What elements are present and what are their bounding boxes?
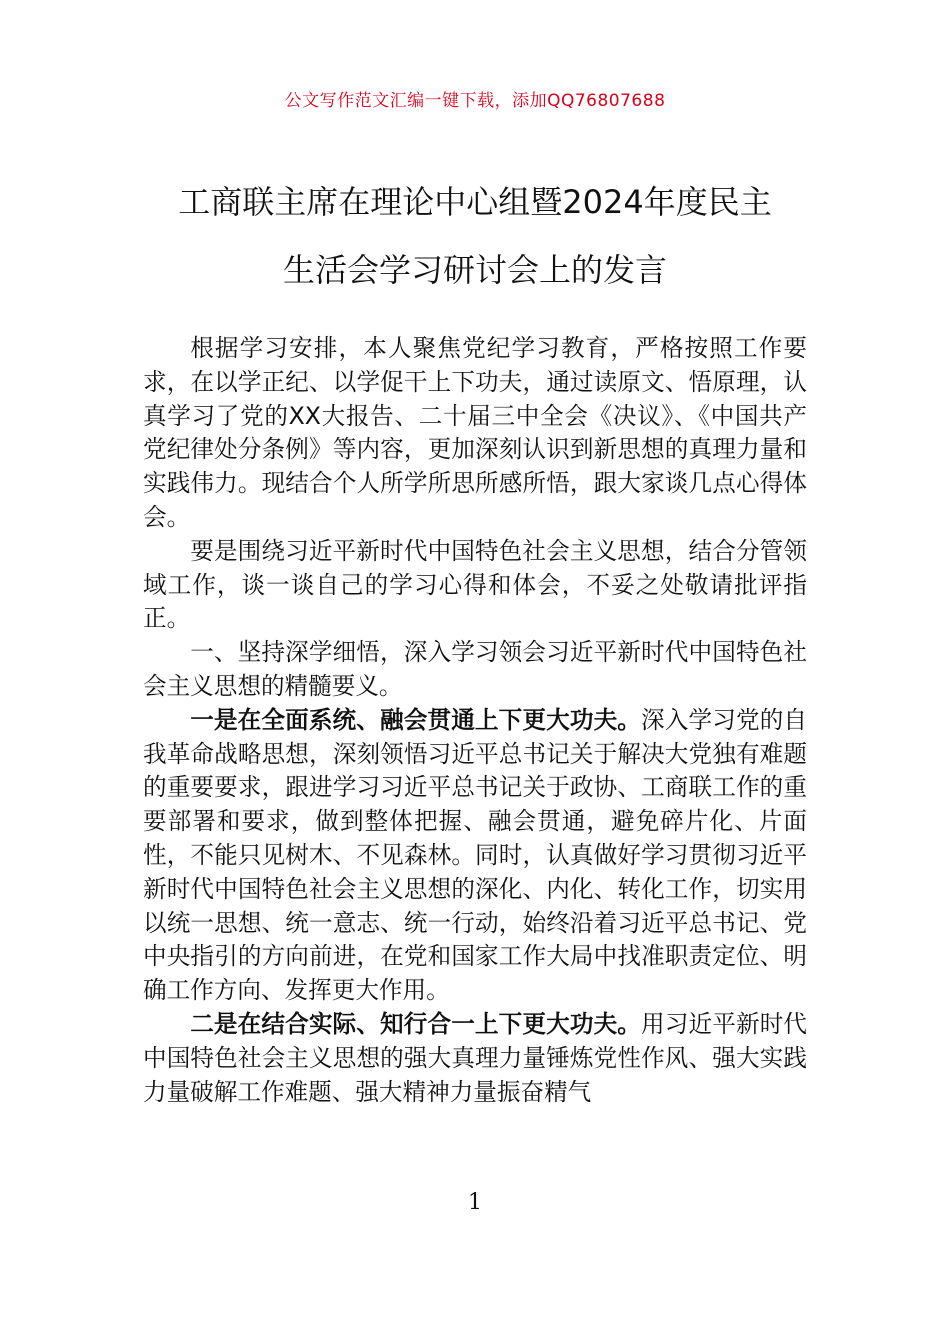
title-line-1: 工商联主席在理论中心组暨2024年度民主: [178, 183, 772, 221]
paragraph-intro: 根据学习安排，本人聚焦党纪学习教育，严格按照工作要求，在以学正纪、以学促干上下功夫，通过读原文、悟原理，认真学习了党的XX大报告、二十届三中全会《决议》、《中国共产党纪律处分条例》等内容，更加深刻认识到新思想的真理力量和实践伟力。现结合个人所学所思所感所悟，跟大家谈几点心得体会。: [143, 334, 807, 531]
paragraph-purpose: 要是围绕习近平新时代中国特色社会主义思想，结合分管领域工作，谈一谈自己的学习心得和体会，不妥之处敬请批评指正。: [143, 536, 807, 633]
point-1-lead: 一是在全面系统、融会贯通上下更大功夫。: [190, 705, 642, 734]
paragraph-point-1: [143, 704, 807, 1008]
document-title: [120, 168, 830, 304]
download-notice: 公文写作范文汇编一键下载，添加QQ76807688: [284, 91, 666, 111]
title-line-2: 生活会学习研讨会上的发言: [282, 251, 667, 289]
document-body: [143, 332, 807, 1109]
point-2-lead: 二是在结合实际、知行合一上下更大功夫。: [190, 1009, 642, 1038]
point-1-body: 深入学习党的自我革命战略思想，深刻领悟习近平总书记关于解决大党独有难题的重要要求，跟进学习习近平总书记关于政协、工商联工作的重要部署和要求，做到整体把握、融会贯通，避免碎片化、片面性，不能只见树木、不见森林。同时，认真做好学习贯彻习近平新时代中国特色社会主义思想的深化、内化、转化工作，切实用以统一思想、统一意志、统一行动，始终沿着习近平总书记、党中央指引的方向前进，在党和国家工作大局中找准职责定位、明确工作方向、发挥更大作用。: [143, 705, 808, 1005]
point-2-body: 用习近平新时代中国特色社会主义思想的强大真理力量锤炼党性作风、强大实践力量破解工作难题、强大精神力量振奋精气: [143, 1009, 808, 1106]
section-heading-1: 一、坚持深学细悟，深入学习领会习近平新时代中国特色社会主义思想的精髓要义。: [143, 638, 807, 700]
paragraph-point-2: [143, 1008, 807, 1109]
page-number: 1: [468, 1190, 482, 1215]
